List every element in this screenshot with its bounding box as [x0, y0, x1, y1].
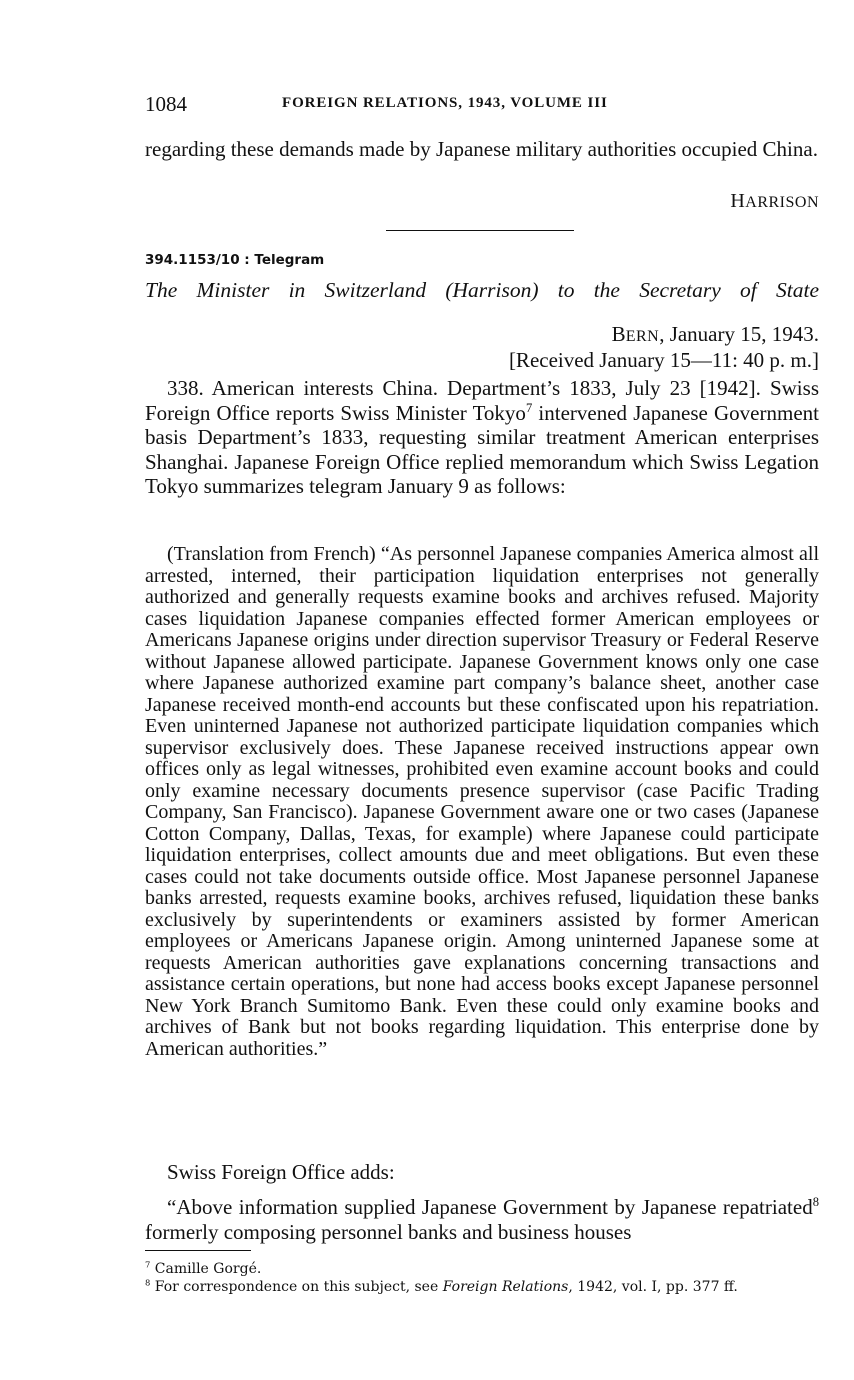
footnote-7-mark: 7 — [145, 1259, 151, 1270]
footnote-7-text: Camille Gorgé. — [150, 1261, 262, 1277]
footnote-8 — [145, 1279, 819, 1296]
signature-rest: ARRISON — [745, 194, 819, 211]
dateline-place-rest: ERN — [625, 328, 660, 345]
section-divider — [386, 230, 574, 231]
foreign-office-adds: Swiss Foreign Office adds: — [167, 1160, 395, 1184]
paragraph-338-part2: intervened Japanese Government basis Department’s 1833, requesting similar treatment American enterprises Shanghai. Japanese Foreign Office replied memorandum which Swiss Legation Tokyo summarizes telegram January 9 as follows: — [145, 400, 819, 498]
above-information-part1: “Above information supplied Japanese Government by Japanese repatriated — [167, 1195, 813, 1219]
footnote-7 — [145, 1261, 819, 1278]
received-line: [Received January 15—11: 40 p. m.] — [508, 348, 819, 372]
running-title: FOREIGN RELATIONS, 1943, VOLUME III — [282, 95, 608, 111]
translation-quote: (Translation from French) “As personnel Japanese companies America almost all arrested, interned, their participation liquidation enterprises not generally authorized and generally requests examine books and archives refused. Majority cases liquidation Japanese companies effected former American employees or Americans Japanese origins under direction supervisor Treasury or Federal Reserve without Japanese allowed participate. Japanese Government knows only one case where Japanese authorized examine part company’s balance sheet, another case Japanese received month-end accounts but these confiscated upon his repatriation. Even uninterned Japanese not authorized participate liquidation companies which supervisor exclusively does. These Japanese received instructions appear own offices only as legal witnesses, prohibited even examine account books and could only examine necessary documents presence supervisor (case Pacific Trading Company, San Francisco). Japanese Government aware one or two cases (Japanese Cotton Company, Dallas, Texas, for example) where Japanese could participate liquidation enterprises, collect amounts due and meet obligations. But even these cases could not take documents outside office. Most Japanese personnel Japanese banks arrested, requests examine books, archives refused, liquidation these banks exclusively by superintendents or examiners assisted by former American employees or Americans Japanese origin. Among uninterned Japanese some at requests American authorities gave explanations concerning transactions and assistance certain operations, but none had access books except Japanese personnel New York Branch Sumitomo Bank. Even these could only examine books and archives of Bank but not books regarding liquidation. This enterprise done by American authorities.” — [145, 543, 819, 1060]
footnote-8-text-b: , 1942, vol. I, pp. 377 ff. — [568, 1279, 738, 1295]
dateline-place-initial: B — [611, 322, 626, 346]
footnote-ref-7: 7 — [525, 400, 533, 415]
paragraph-338-part1: 338. American interests China. Department’s 1833, July 23 [1942]. Swiss Foreign Office reports Swiss Minister Tokyo — [145, 376, 819, 425]
page-number: 1084 — [145, 92, 187, 116]
page-header — [145, 92, 819, 120]
paragraph-338 — [145, 376, 819, 499]
above-information-paragraph — [145, 1195, 819, 1244]
footnote-8-mark: 8 — [145, 1277, 151, 1288]
footnote-8-italic: Foreign Relations — [442, 1279, 569, 1295]
dateline — [612, 322, 819, 347]
document-title: The Minister in Switzerland (Harrison) to the Secretary of State — [145, 278, 819, 302]
signature-initial: H — [730, 190, 746, 212]
file-number: 394.1153/10 : Telegram — [145, 252, 325, 268]
footnote-ref-8: 8 — [812, 1195, 819, 1209]
dateline-date: , January 15, 1943. — [659, 322, 819, 346]
footnote-8-text-a: For correspondence on this subject, see — [150, 1279, 443, 1295]
footnote-rule — [145, 1250, 251, 1251]
continuation-paragraph: regarding these demands made by Japanese military authorities occupied China. — [145, 137, 818, 161]
signature — [730, 190, 819, 213]
above-information-part2: formerly composing personnel banks and business houses — [145, 1219, 632, 1244]
